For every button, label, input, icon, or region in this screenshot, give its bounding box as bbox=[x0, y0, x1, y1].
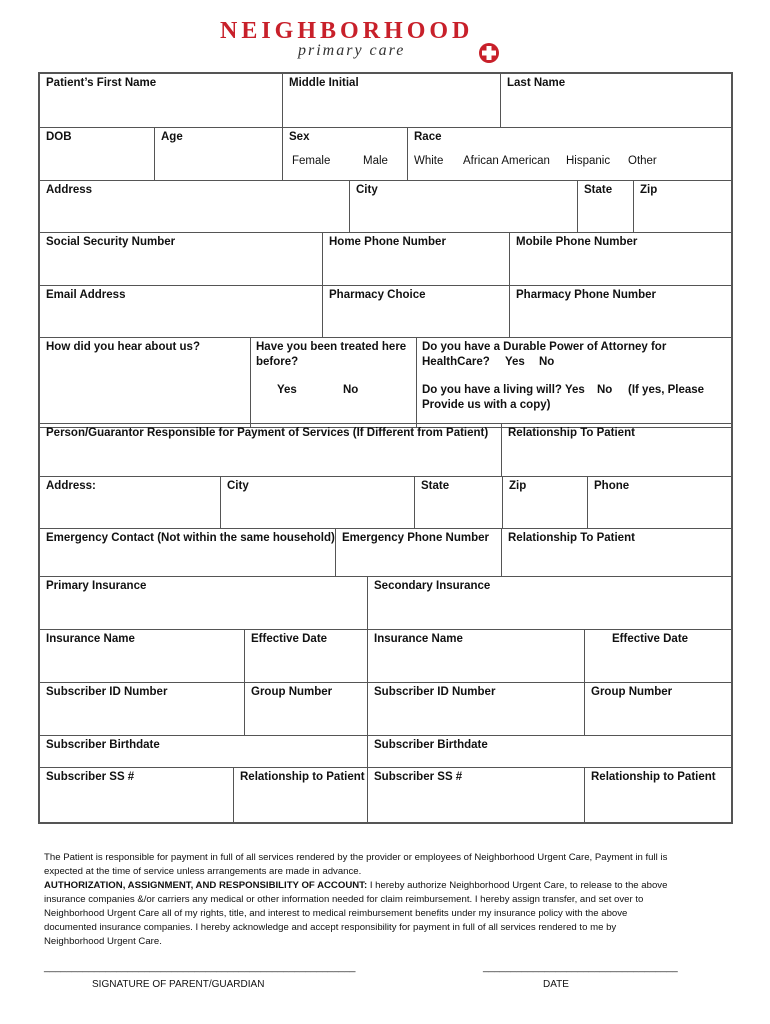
emergency-phone-field[interactable] bbox=[335, 528, 502, 577]
poa-question-line2: HealthCare? bbox=[422, 356, 490, 368]
race-option-hispanic[interactable]: Hispanic bbox=[566, 155, 611, 167]
brand-name: NEIGHBORHOOD bbox=[220, 18, 474, 44]
secondary-subscriber-id-label: Subscriber ID Number bbox=[374, 686, 496, 698]
guarantor-relationship-field[interactable] bbox=[501, 423, 732, 477]
emergency-relationship-label: Relationship To Patient bbox=[508, 532, 635, 544]
guarantor-relationship-label: Relationship To Patient bbox=[508, 427, 635, 439]
poa-no-option[interactable]: No bbox=[539, 356, 555, 368]
guarantor-state-field[interactable] bbox=[414, 476, 503, 529]
sex-option-female[interactable]: Female bbox=[292, 155, 331, 167]
zip-label: Zip bbox=[640, 184, 658, 196]
signature-label: SIGNATURE OF PARENT/GUARDIAN bbox=[92, 979, 265, 990]
living-will-no-option[interactable]: No bbox=[597, 384, 613, 396]
last-name-label: Last Name bbox=[507, 77, 566, 89]
emergency-phone-label: Emergency Phone Number bbox=[342, 532, 489, 544]
secondary-effective-date-field[interactable] bbox=[584, 629, 732, 683]
sex-option-male[interactable]: Male bbox=[363, 155, 388, 167]
hear-about-label: How did you hear about us? bbox=[46, 341, 200, 353]
primary-insurance-name-field[interactable] bbox=[39, 629, 245, 683]
secondary-subscriber-birthdate-label: Subscriber Birthdate bbox=[374, 739, 488, 751]
primary-insurance-name-label: Insurance Name bbox=[46, 633, 135, 645]
primary-relationship-field[interactable] bbox=[233, 767, 368, 823]
dob-field[interactable] bbox=[39, 127, 155, 181]
living-will-yes-option[interactable]: Yes bbox=[565, 384, 585, 396]
primary-insurance-field[interactable] bbox=[39, 576, 368, 630]
primary-subscriber-ss-field[interactable] bbox=[39, 767, 234, 823]
primary-group-number-field[interactable] bbox=[244, 682, 368, 736]
email-field[interactable] bbox=[39, 285, 323, 338]
secondary-insurance-name-field[interactable] bbox=[367, 629, 585, 683]
primary-insurance-label: Primary Insurance bbox=[46, 580, 147, 592]
age-field[interactable] bbox=[154, 127, 283, 181]
emergency-contact-label: Emergency Contact (Not within the same household) bbox=[46, 532, 335, 544]
primary-subscriber-id-label: Subscriber ID Number bbox=[46, 686, 168, 698]
treated-question-line1: Have you been treated here bbox=[256, 341, 407, 353]
race-label: Race bbox=[414, 131, 442, 143]
living-will-question: Do you have a living will? bbox=[422, 384, 562, 396]
primary-subscriber-id-field[interactable] bbox=[39, 682, 245, 736]
secondary-insurance-field[interactable] bbox=[367, 576, 732, 630]
pharmacy-label: Pharmacy Choice bbox=[329, 289, 426, 301]
signature-line[interactable]: ________________________________________________________ bbox=[44, 962, 356, 973]
guarantor-zip-field[interactable] bbox=[502, 476, 588, 529]
race-option-african-american[interactable]: African American bbox=[463, 155, 550, 167]
primary-effective-date-field[interactable] bbox=[244, 629, 368, 683]
sex-field bbox=[282, 127, 408, 181]
middle-initial-label: Middle Initial bbox=[289, 77, 359, 89]
authorization-line-2: insurance companies &/or carriers any medical or other information needed for claim reimbursement. I hereby assign transfer, and set over to bbox=[44, 894, 644, 905]
guarantor-label: Person/Guarantor Responsible for Payment of Services (If Different from Patient) bbox=[46, 427, 489, 439]
date-label: DATE bbox=[543, 979, 569, 990]
mobile-phone-label: Mobile Phone Number bbox=[516, 236, 638, 248]
guarantor-city-label: City bbox=[227, 480, 249, 492]
sex-label: Sex bbox=[289, 131, 310, 143]
poa-question-line1: Do you have a Durable Power of Attorney for bbox=[422, 341, 667, 353]
guarantor-phone-field[interactable] bbox=[587, 476, 732, 529]
secondary-group-number-field[interactable] bbox=[584, 682, 732, 736]
pharmacy-phone-field[interactable] bbox=[509, 285, 732, 338]
treated-yes-option[interactable]: Yes bbox=[277, 384, 297, 396]
guarantor-zip-label: Zip bbox=[509, 480, 527, 492]
age-label: Age bbox=[161, 131, 183, 143]
date-line[interactable]: ___________________________________ bbox=[483, 962, 678, 973]
city-field[interactable] bbox=[349, 180, 578, 233]
pharmacy-phone-label: Pharmacy Phone Number bbox=[516, 289, 656, 301]
guarantor-state-label: State bbox=[421, 480, 450, 492]
medical-cross-icon bbox=[478, 42, 500, 64]
city-label: City bbox=[356, 184, 378, 196]
emergency-relationship-field[interactable] bbox=[501, 528, 732, 577]
primary-subscriber-ss-label: Subscriber SS # bbox=[46, 771, 135, 783]
state-field[interactable] bbox=[577, 180, 634, 233]
home-phone-label: Home Phone Number bbox=[329, 236, 446, 248]
guarantor-field[interactable] bbox=[39, 423, 502, 477]
living-will-provide-note: Provide us with a copy) bbox=[422, 399, 551, 411]
pharmacy-field[interactable] bbox=[322, 285, 510, 338]
payment-line-1: The Patient is responsible for payment in full of all services rendered by the provider or employees of Neighborhood Urgent Care, Payment in full is bbox=[44, 852, 668, 863]
race-option-other[interactable]: Other bbox=[628, 155, 657, 167]
race-field bbox=[407, 127, 732, 181]
race-option-white[interactable]: White bbox=[414, 155, 444, 167]
primary-subscriber-birthdate-field[interactable] bbox=[39, 735, 368, 768]
ssn-label: Social Security Number bbox=[46, 236, 176, 248]
brand-tagline: primary care bbox=[298, 42, 406, 59]
treated-question-line2: before? bbox=[256, 356, 299, 368]
primary-effective-date-label: Effective Date bbox=[251, 633, 328, 645]
authorization-line-1-text: I hereby authorize Neighborhood Urgent Care, to release to the above bbox=[367, 880, 668, 891]
secondary-subscriber-ss-field[interactable] bbox=[367, 767, 585, 823]
authorization-heading: AUTHORIZATION, ASSIGNMENT, AND RESPONSIBILITY OF ACCOUNT: bbox=[44, 880, 368, 891]
secondary-relationship-field[interactable] bbox=[584, 767, 732, 823]
primary-group-number-label: Group Number bbox=[251, 686, 333, 698]
authorization-line-5: Neighborhood Urgent Care. bbox=[44, 936, 162, 947]
ssn-field[interactable] bbox=[39, 232, 323, 286]
first-name-field[interactable] bbox=[39, 73, 283, 128]
living-will-if-yes-note: (If yes, Please bbox=[628, 384, 705, 396]
hear-about-field[interactable] bbox=[39, 337, 251, 428]
payment-line-2: expected at the time of service unless arrangements are made in advance. bbox=[44, 866, 362, 877]
treated-no-option[interactable]: No bbox=[343, 384, 359, 396]
logo bbox=[220, 18, 540, 62]
dob-label: DOB bbox=[46, 131, 72, 143]
guarantor-city-field[interactable] bbox=[220, 476, 415, 529]
authorization-text bbox=[44, 851, 734, 949]
primary-subscriber-birthdate-label: Subscriber Birthdate bbox=[46, 739, 160, 751]
secondary-group-number-label: Group Number bbox=[591, 686, 673, 698]
authorization-line-1 bbox=[44, 879, 734, 893]
first-name-label: Patient’s First Name bbox=[46, 77, 157, 89]
guarantor-address-field[interactable] bbox=[39, 476, 221, 529]
secondary-subscriber-id-field[interactable] bbox=[367, 682, 585, 736]
secondary-insurance-label: Secondary Insurance bbox=[374, 580, 491, 592]
address-label: Address bbox=[46, 184, 93, 196]
secondary-relationship-label: Relationship to Patient bbox=[591, 771, 716, 783]
secondary-effective-date-label: Effective Date bbox=[612, 633, 689, 645]
zip-field[interactable] bbox=[633, 180, 732, 233]
secondary-insurance-name-label: Insurance Name bbox=[374, 633, 463, 645]
guarantor-phone-label: Phone bbox=[594, 480, 630, 492]
primary-relationship-label: Relationship to Patient bbox=[240, 771, 365, 783]
last-name-field[interactable] bbox=[500, 73, 732, 128]
secondary-subscriber-birthdate-field[interactable] bbox=[367, 735, 732, 768]
home-phone-field[interactable] bbox=[322, 232, 510, 286]
poa-yes-option[interactable]: Yes bbox=[505, 356, 525, 368]
authorization-line-3: Neighborhood Urgent Care all of my rights, title, and interest to medical reimbursement benefits under my insurance policy with the above bbox=[44, 908, 628, 919]
guarantor-address-label: Address: bbox=[46, 480, 96, 492]
email-label: Email Address bbox=[46, 289, 126, 301]
address-field[interactable] bbox=[39, 180, 350, 233]
mobile-phone-field[interactable] bbox=[509, 232, 732, 286]
authorization-line-4: documented insurance companies. I hereby acknowledge and accept responsibility for payment in full of all services rendered to me by bbox=[44, 922, 617, 933]
registration-form bbox=[38, 72, 733, 824]
emergency-contact-field[interactable] bbox=[39, 528, 336, 577]
middle-initial-field[interactable] bbox=[282, 73, 501, 128]
secondary-subscriber-ss-label: Subscriber SS # bbox=[374, 771, 463, 783]
state-label: State bbox=[584, 184, 613, 196]
